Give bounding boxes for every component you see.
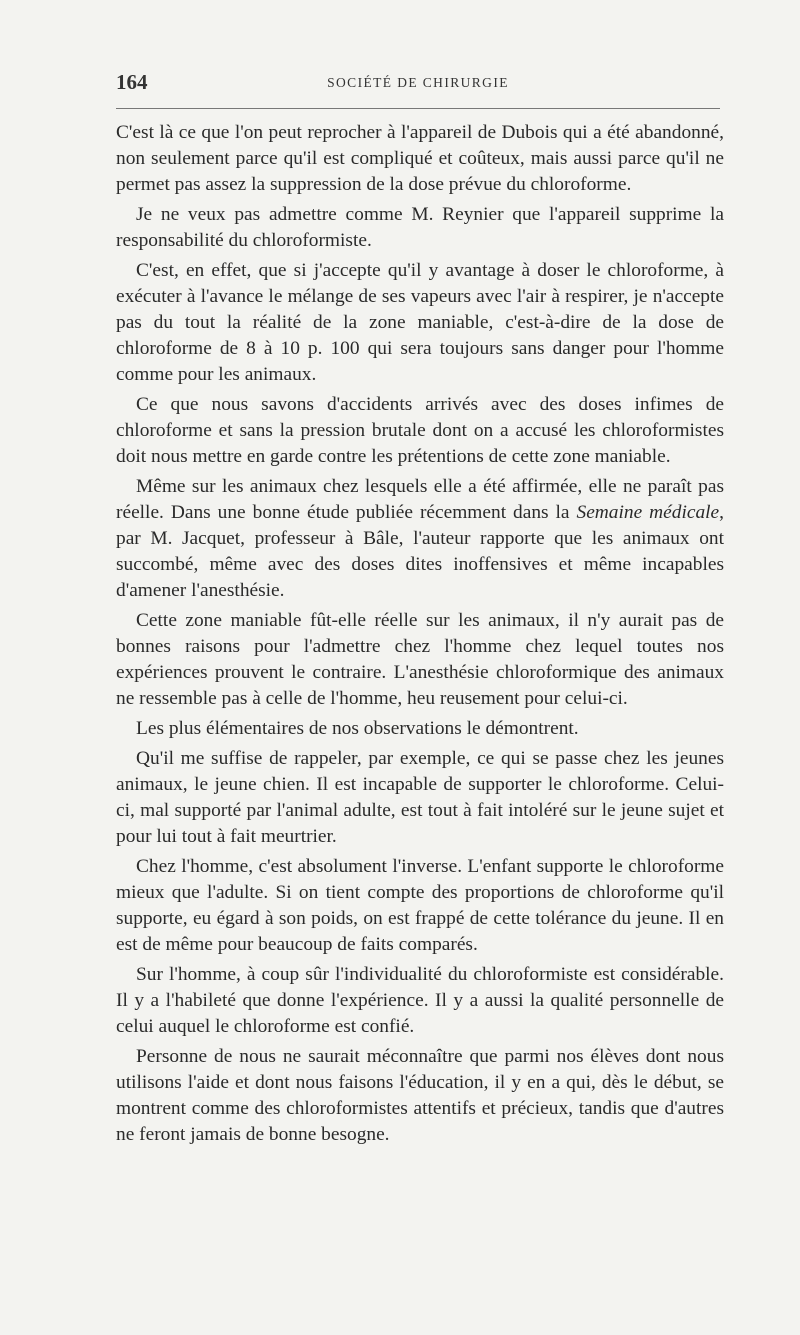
page-header	[116, 70, 720, 100]
header-rule	[116, 108, 720, 109]
paragraph: C'est là ce que l'on peut reprocher à l'appareil de Dubois qui a été abandonné, non seulement parce qu'il est compliqué et coûteux, mais aussi parce qu'il ne permet pas assez la suppression de la dose prévue du chloroforme.	[116, 122, 724, 195]
paragraph: Les plus élémentaires de nos observations le démontrent.	[136, 718, 579, 739]
paragraph: Je ne veux pas admettre comme M. Reynier que l'appareil supprime la responsabilité du chloroformiste.	[116, 204, 724, 251]
paragraph: Chez l'homme, c'est absolument l'inverse. L'enfant supporte le chloroforme mieux que l'adulte. Si on tient compte des proportions de chloroforme qu'il supporte, eu égard à son poids, on est frappé de cette tolérance du jeune. Il en est de même pour beaucoup de faits comparés.	[116, 856, 724, 955]
running-title: SOCIÉTÉ DE CHIRURGIE	[327, 75, 509, 90]
paragraph: C'est, en effet, que si j'accepte qu'il y avantage à doser le chloroforme, à exécuter à l'avance le mélange de ses vapeurs avec l'air à respirer, je n'accepte pas du tout la réalité de la zone maniable, c'est-à-dire de la dose de chloroforme de 8 à 10 p. 100 qui sera toujours sans danger pour l'homme comme pour les animaux.	[116, 260, 724, 385]
paragraph: Cette zone maniable fût-elle réelle sur les animaux, il n'y aurait pas de bonnes raisons pour l'admettre chez l'homme chez lequel toutes nos expériences prouvent le contraire. L'anesthésie chloroformique des animaux ne ressemble pas à celle de l'homme, heu reusement pour celui-ci.	[116, 610, 724, 709]
paragraph: Sur l'homme, à coup sûr l'individualité du chloroformiste est considérable. Il y a l'habileté que donne l'expérience. Il y a aussi la qualité personnelle de celui auquel le chloroforme est confié.	[116, 964, 724, 1037]
paragraph-text: , par M. Jacquet, professeur à Bâle, l'auteur rapporte que les animaux ont succombé, même avec des doses dites inoffensives et même incapables d'amener l'anesthésie.	[116, 502, 724, 601]
paragraph: Personne de nous ne saurait méconnaître que parmi nos élèves dont nous utilisons l'aide et dont nous faisons l'éducation, il y en a qui, dès le début, se montrent comme des chloroformistes attentifs et précieux, tandis que d'autres ne feront jamais de bonne besogne.	[116, 1046, 724, 1145]
paragraph	[116, 474, 724, 604]
page-number: 164	[116, 70, 148, 94]
body-text	[116, 120, 724, 1152]
paragraph: Ce que nous savons d'accidents arrivés avec des doses infimes de chloroforme et sans la pression brutale dont on a accusé les chloroformistes doit nous mettre en garde contre les prétentions de cette zone maniable.	[116, 394, 724, 467]
journal-title: Semaine médicale	[576, 502, 720, 523]
paragraph: Qu'il me suffise de rappeler, par exemple, ce qui se passe chez les jeunes animaux, le jeune chien. Il est incapable de supporter le chloroforme. Celui-ci, mal supporté par l'animal adulte, est tout à fait intoléré sur le jeune sujet et pour lui tout à fait meurtrier.	[116, 748, 724, 847]
paragraph-text: Même sur les animaux chez lesquels elle a été affirmée, elle ne paraît pas réelle. Dans une bonne étude publiée récemment dans la	[116, 476, 724, 523]
